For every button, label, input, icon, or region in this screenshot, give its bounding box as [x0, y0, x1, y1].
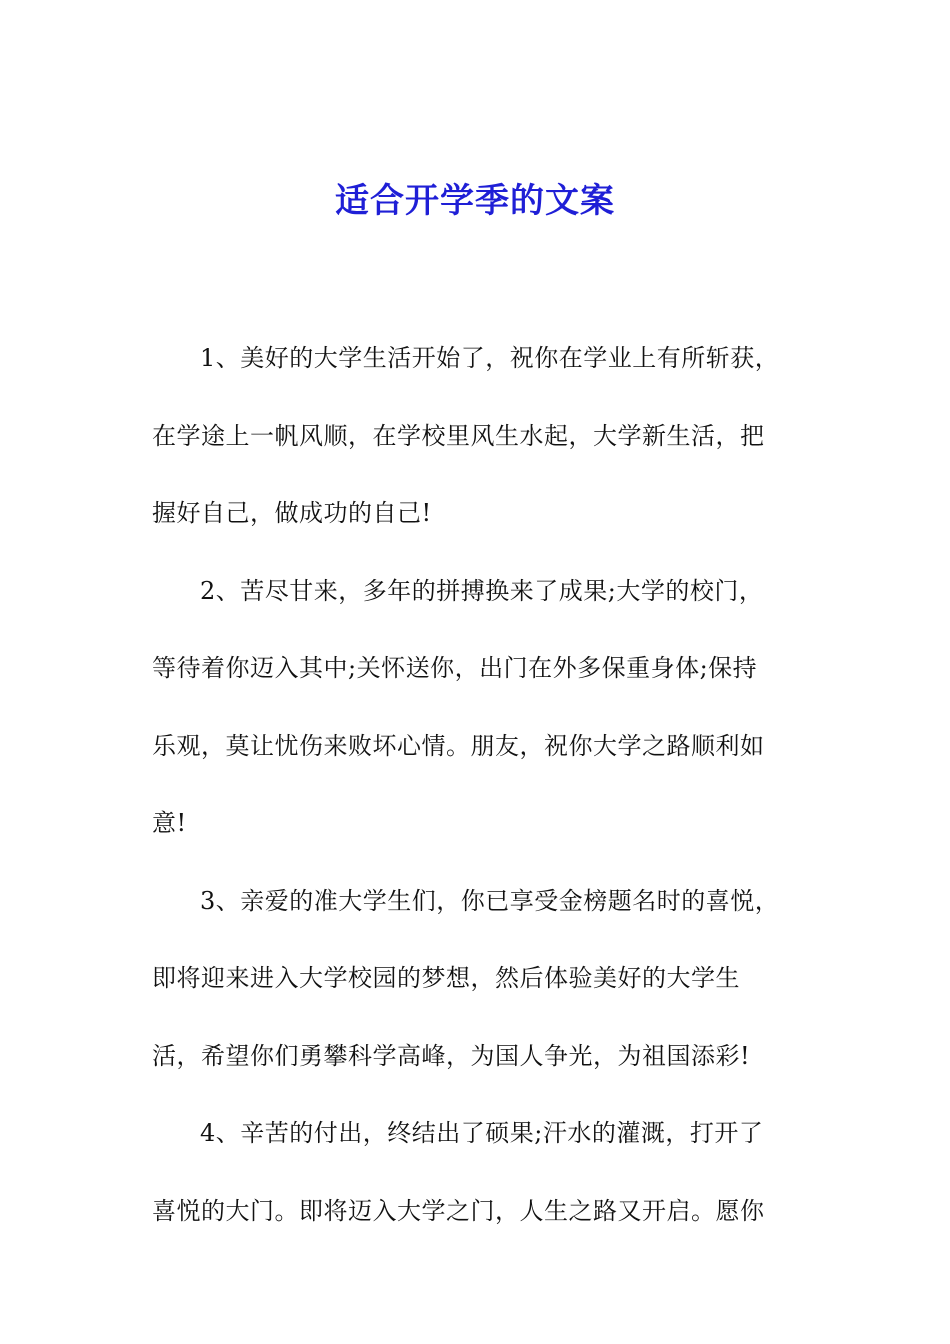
text-line: 乐观，莫让忧伤来败坏心情。朋友，祝你大学之路顺利如: [152, 731, 765, 760]
text-line: 3、亲爱的准大学生们，你已享受金榜题名时的喜悦，: [200, 886, 780, 915]
text-line: 4、辛苦的付出，终结出了硕果;汗水的灌溉，打开了: [200, 1119, 764, 1147]
text-line: 在学途上一帆风顺，在学校里风生水起，大学新生活，把: [152, 421, 765, 450]
text-line: 意!: [152, 809, 187, 837]
document-body: [152, 320, 792, 1250]
text-line: 等待着你迈入其中;关怀送你，出门在外多保重身体;保持: [152, 654, 758, 682]
document-title: 适合开学季的文案: [335, 181, 615, 221]
text-line: 即将迎来进入大学校园的梦想，然后体验美好的大学生: [152, 964, 740, 992]
text-line: 喜悦的大门。即将迈入大学之门，人生之路又开启。愿你: [152, 1196, 765, 1225]
text-line: 2、苦尽甘来，多年的拼搏换来了成果;大学的校门，: [200, 576, 764, 605]
text-line: 握好自己，做成功的自己!: [152, 499, 432, 527]
text-line: 1、美好的大学生活开始了，祝你在学业上有所斩获，: [200, 344, 780, 372]
text-line: 活，希望你们勇攀科学高峰，为国人争光，为祖国添彩!: [152, 1041, 751, 1070]
